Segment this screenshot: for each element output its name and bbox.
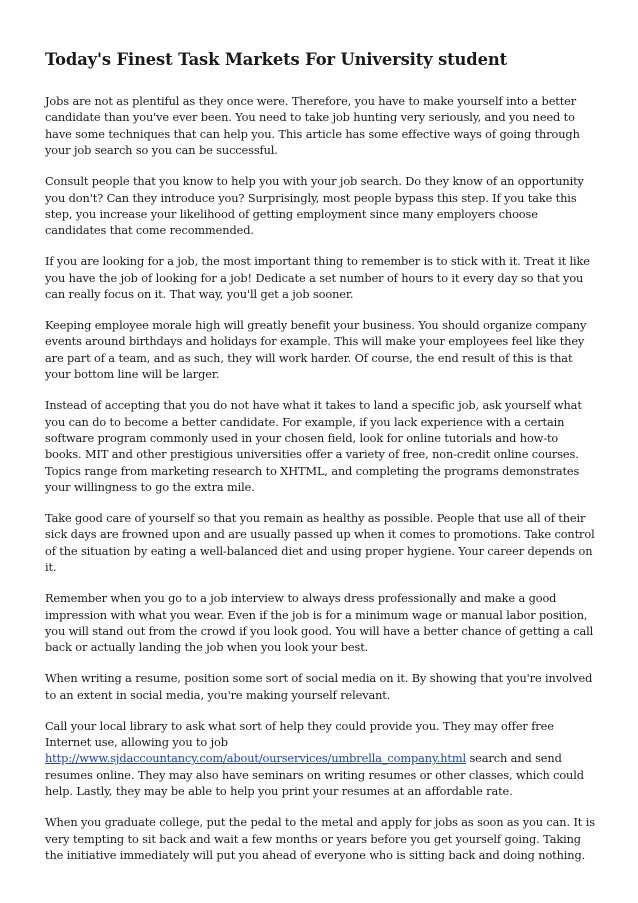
- paragraph-graduate: When you graduate college, put the pedal to the metal and apply for jobs as soon as you can. It is very tempting to sit back and wait a few months or years before you get yourself going. Taking the initiative immediately will put you ahead of everyone who is sitting back and doing nothing.: [45, 815, 595, 862]
- paragraph-library: [45, 718, 597, 800]
- paragraph-stick-with-it: If you are looking for a job, the most important thing to remember is to stick with it. Treat it like you have the job of looking for a job! Dedicate a set number of hours to it every day so that you can really focus on it. That way, you'll get a job sooner.: [45, 254, 590, 302]
- paragraph-employee-morale: Keeping employee morale high will greatly benefit your business. You should organize company events around birthdays and holidays for example. This will make your employees feel like they are part of a team, and as such, they will work harder. Of course, the end result of this is that your bottom line will be larger.: [45, 317, 587, 382]
- document-title: Today's Finest Task Markets For University student: [45, 50, 507, 69]
- paragraph-consult-people: Consult people that you know to help you with your job search. Do they know of an opportunity you don't? Can they introduce you? Surprisingly, most people bypass this step. If you take this step, you increase your likelihood of getting employment since many employers choose candidates that come recommended.: [45, 174, 584, 238]
- paragraph-dress-professionally: Remember when you go to a job interview to always dress professionally and make a good impression with what you wear. Even if the job is for a minimum wage or manual labor position, you will stand out from the crowd if you look good. You will have a better chance of getting a call back or actually landing the job when you look your best.: [45, 591, 594, 655]
- paragraph-social-media: When writing a resume, position some sort of social media on it. By showing that you're involved to an extent in social media, you're making yourself relevant.: [45, 671, 593, 702]
- library-text-after-link: search and send resumes online. They may also have seminars on writing resumes or other classes, which could help. Lastly, they may be able to help you print your resumes at an affordable rate.: [45, 751, 584, 799]
- paragraph-stay-healthy: Take good care of yourself so that you remain as healthy as possible. People that use all of their sick days are frowned upon and are usually passed up when it comes to promotions. Take control of the situation by eating a well-balanced diet and using proper hygiene. Your career depends on it.: [45, 511, 595, 575]
- paragraph-better-candidate: Instead of accepting that you do not have what it takes to land a specific job, ask yourself what you can do to become a better candidate. For example, if you lack experience with a certain software program commonly used in your chosen field, look for online tutorials and how-to books. MIT and other prestigious universities offer a variety of free, non-credit online courses. Topics range from marketing research to XHTML, and completing the programs demonstrates your willingness to go the extra mile.: [45, 398, 582, 495]
- umbrella-company-link[interactable]: http://www.sjdaccountancy.com/about/ourservices/umbrella_company.html: [45, 751, 466, 766]
- paragraph-intro: Jobs are not as plentiful as they once were. Therefore, you have to make yourself into a better candidate than you've ever been. You need to take job hunting very seriously, and you need to have some techniques that can help you. This article has some effective ways of going through your job search so you can be successful.: [45, 94, 580, 158]
- document-page: [45, 48, 597, 878]
- library-text-before-link: Call your local library to ask what sort of help they could provide you. They may offer free Internet use, allowing you to job: [45, 718, 554, 749]
